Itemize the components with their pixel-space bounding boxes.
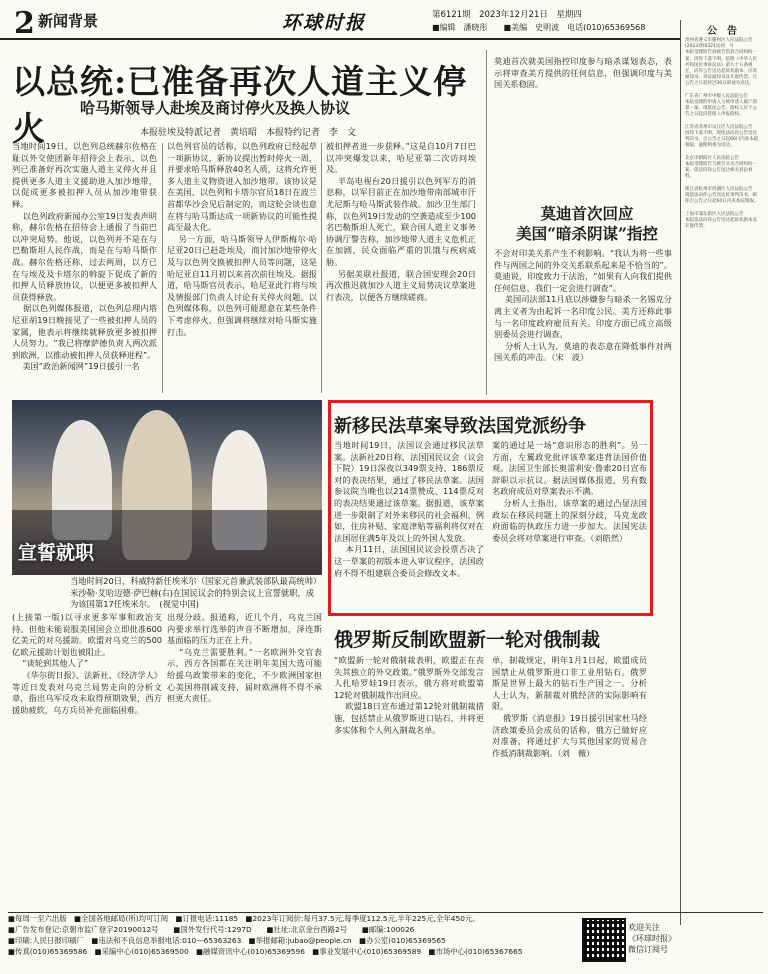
column-divider bbox=[486, 50, 487, 395]
newspaper-logo: 环球时报 bbox=[282, 12, 367, 34]
editors-line: ■编辑 潘晓彤 ■美编 史明波 电话(010)65369568 bbox=[432, 23, 646, 32]
page-number: 2 bbox=[14, 6, 35, 41]
footer-row: ■广告发布登记:京朝市监广登字20190012号 ■国外发行代号:1297D ■社址:北京金台西路2号 ■邮编:100026 bbox=[8, 925, 415, 934]
lead-byline: 本报驻埃及特派记者 黄培昭 本报特约记者 李 文 bbox=[140, 128, 357, 138]
france-column-1: 当地时间19日，法国议会通过移民法草案。法新社20日称，法国国民议会（议会下院）19日深夜以349票支持、186票反对的表决结果，通过了移民法草案。法国参议院当晚也以214票赞成、114票反对的表决结果通过该草案。据报道，该草案进一步限制了对外来移民的社会福利、例如，住房补贴、家庭津贴等福利将仅对在法国居住满5年及以上的外国人发放。 本月11日，法国国民议会投票否决了这一草案的初版本进入审议程序，法国政府不得不组建联合委员会修改文本。 bbox=[334, 440, 484, 578]
qr-code[interactable] bbox=[582, 918, 626, 962]
section-title: 新闻背景 bbox=[38, 12, 99, 30]
photo-caption: 当地时间20日，科威特新任埃米尔（国家元首兼武装部队最高统帅）米沙勒·艾哈迈德·萨巴赫(右)在国民议会的特别会议上宣誓就职，成为该国第17任埃米尔。 (视觉中国) bbox=[70, 576, 318, 609]
issue-line: 第6121期 2023年12月21日 星期四 bbox=[432, 10, 582, 20]
modi-body: 不会对印美关系产生不利影响。“我认为将一些事件与两国之间的外交关系联系起来是不恰当的”。莫迪说，印度致力于法治，“如果有人向我们提供任何信息，我们一定会进行调查”。 美国司法部11月底以涉嫌参与暗杀一名锡克分离主义者为由起诉一名印度公民。美方还称此事与一名印度政府雇员有关。印度方面已成立高级别委员会进行调查。 分析人士认为，莫迪的表态意在降低事件对两国关系的冲击。（宋 波） bbox=[494, 248, 672, 363]
russia-column-2: 单，制裁规定，明年1月1日起，欧盟成员国禁止从俄罗斯进口非工业用钻石。俄罗斯是世界上最大的钻石生产国之一。分析人士认为，新制裁对俄经济的实际影响有限。 俄罗斯《消息报》19日援引国家杜马经济政策委员会成员的话称，俄方已做好应对准备，将通过扩大与其他国家的贸易合作抵消制裁影响。（刘 薇） bbox=[492, 655, 647, 758]
notice-title: 公 告 bbox=[707, 26, 737, 37]
modi-quote: 莫迪首次就美国指控印度参与暗杀谋划表态，表示将审查美方提供的任何信息，但强调印度与美国关系稳固。 bbox=[494, 56, 672, 90]
notice-text: 贵州省遵义市播州区人民法院公告 (2023)黔0321民初 号 本院受理原告诉被告借款合同纠纷一案，因你下落不明，依照《中华人民共和国民事诉讼法》第九十五条规定，向你公告送达起诉状副本、应诉通知书、举证通知书及开庭传票。自公告之日起经过30日即视为送达。 广东省广州市中级人民法院公告 本院受理的申请人与被申请人破产清算一案，现依法公告。债权人应于公告之日起向管理人申报债权。 江苏省苏州市吴江区人民法院公告 因你下落不明，现依法向你公告送达判决书，自公告之日起60日内来本院领取，逾期则视为送达。 北京市朝阳区人民法院公告 本院受理原告与被告买卖合同纠纷一案，依法向你公告送达相关诉讼材料。 浙江省杭州市西湖区人民法院公告 现依法向你公告送达民事判决书，限你自公告之日起60日内来本院领取。 上海市浦东新区人民法院公告 本院依法向你公告送达起诉状副本及开庭传票。 bbox=[685, 38, 759, 230]
lead-column-3: 被扣押者进一步获释。”这是自10月7日巴以冲突爆发以来，哈尼亚第二次访问埃及。 半岛电视台20日援引以色列军方的消息称，以军目前正在加沙地带南部城市汗尤尼斯与哈马斯武装作战。加沙卫生部门称，以色列19日发动的空袭造成至少100名巴勒斯坦人死亡，联合国人道主义事务协调厅警告称，加沙地带人道主义危机正在加剧，民众面临严重的饥饿与疾病威胁。 另据美联社报道，联合国安理会20日再次推迟就加沙人道主义局势决议草案进行表决，以便各方继续磋商。 bbox=[326, 141, 476, 302]
qr-label: 欢迎关注 《环球时报》 微信订阅号 bbox=[628, 923, 676, 954]
footer-row: ■传真(010)65369586 ■采编中心(010)65369500 ■融媒资讯中心(010)65369596 ■事业发展中心(010)65369589 ■市场中心(010)65367665 bbox=[8, 947, 523, 956]
column-divider bbox=[321, 143, 322, 393]
notice-column bbox=[680, 20, 764, 925]
photo-title: 宣誓就职 bbox=[18, 542, 95, 564]
lead-column-2: 以色列官员的话称，以色列政府已经起草一项新协议，新协议提出暂时停火一周，并要求哈马斯释放40名人质，这将允许更多人道主义物资进入加沙地带。该协议是在美国、以色列和卡塔尔官员18日在波兰首都华沙会见后制定的，而这轮会谈也意在将与哈马斯达成一项新协议的可能性提高至最大化。 另一方面，哈马斯领导人伊斯梅尔·哈尼亚20日已赶赴埃及，商讨加沙地带停火及与以色列交换被扣押人员等问题，这是哈尼亚自11月初以来首次前往埃及。据报道，哈马斯官员表示，哈尼亚此行将与埃及情报部门负责人讨论有关停火问题。以色列媒体称，以色列可能愿意在某些条件下考虑停火，但强调将继续对哈马斯实施打击。 bbox=[167, 141, 317, 337]
modi-headline: 莫迪首次回应 美国“暗杀阴谋”指控 bbox=[516, 204, 658, 243]
footer-row: ■每周一至六出版 ■全国各地邮局(所)均可订阅 ■订报电话:11185 ■2023年订阅价:每月37.5元,每季度112.5元,半年225元,全年450元。 bbox=[8, 914, 480, 923]
continued-column-2: 出现分歧。报道称，近几个月，乌克兰国内要求举行选举的声音不断增加，泽连斯基面临的压力正在上升。 “乌克兰需要胜利。”一名欧洲外交官表示，西方各国都在关注明年美国大选可能给援乌政策带来的变化，不少欧洲国家担心美国将削减支持，届时欧洲将不得不承担更大责任。 bbox=[167, 612, 322, 704]
france-headline: 新移民法草案导致法国党派纷争 bbox=[334, 416, 586, 437]
lead-subhead: 哈马斯领导人赴埃及商讨停火及换人协议 bbox=[80, 99, 351, 117]
column-divider bbox=[162, 143, 163, 393]
footer-row: ■印刷:人民日报印刷厂 ■违法和不良信息举报电话:010—65363263 ■举报邮箱:jubao@people.cn ■办公室(010)65369565 bbox=[8, 936, 446, 945]
russia-headline: 俄罗斯反制欧盟新一轮对俄制裁 bbox=[334, 629, 601, 651]
france-column-2: 案的通过是一场“意识形态的胜利”。另一方面，左翼政党批评该草案违背法国价值观。法国卫生部长奥雷利安·鲁索20日宣布辞职以示抗议。据法国媒体报道，另有数名政府成员对草案表示不满。 分析人士指出，该草案的通过凸显法国政坛在移民问题上的深刻分歧，马克龙政府面临的执政压力进一步加大。法国宪法委员会将对草案进行审查。（刘皓然） bbox=[492, 440, 647, 543]
lead-column-1: 当地时间19日，以色列总统赫尔佐格在耻以外交使团新年招待会上表示，以色列已准备好再次实施人道主义停火并且提供更多人道主义援助进入加沙地带，以促成更多被扣押人员从加沙地带获释。 以色列政府新闻办公室19日发表声明称，赫尔佐格在招待会上通报了当前巴以冲突局势。他说，以色列并不是在与巴勒斯坦人民作战，而是在与哈马斯作战。赫尔佐格还称，过去两周，以方已在与埃及及卡塔尔的斡旋下促成了新的扣押人员释放协议，以便更多被扣押人员获得释放。 据以色列媒体报道，以色列总理内塔尼亚胡19日晚接见了一些被扣押人员的家属，他表示将继续就释放更多被扣押人员努力。“我已将摩萨德负责人两次派到欧洲，以推动被扣押人员获释进程”。 美国“政治新闻网”19日援引一名 bbox=[12, 141, 157, 372]
lead-headline: 以总统:已准备再次人道主义停火 bbox=[12, 62, 468, 148]
russia-column-1: “欧盟新一轮对俄制裁表明，欧盟正在丧失其独立的外交政策。”俄罗斯外交部发言人扎哈罗娃19日表示，俄方将对欧盟第12轮对俄制裁作出回应。 欧盟18日宣布通过第12轮对俄制裁措施，包括禁止从俄罗斯进口钻石，并将更多实体和个人列入制裁名单。 bbox=[334, 655, 484, 735]
continued-column-1: (上接第一版)以寻求更多军事和政治支持。但他未能说服美国国会立即批准600亿美元的对乌援助。欧盟对乌克兰的500亿欧元援助计划也被阻止。 “谈轮到其他人了” 《华尔街日报》、法新社、《经济学人》等近日发表对乌克兰局势走向的分析文章，指出乌军反攻未取得预期效果，西方援助疲软，乌方兵员补充面临困难。 bbox=[12, 612, 162, 715]
